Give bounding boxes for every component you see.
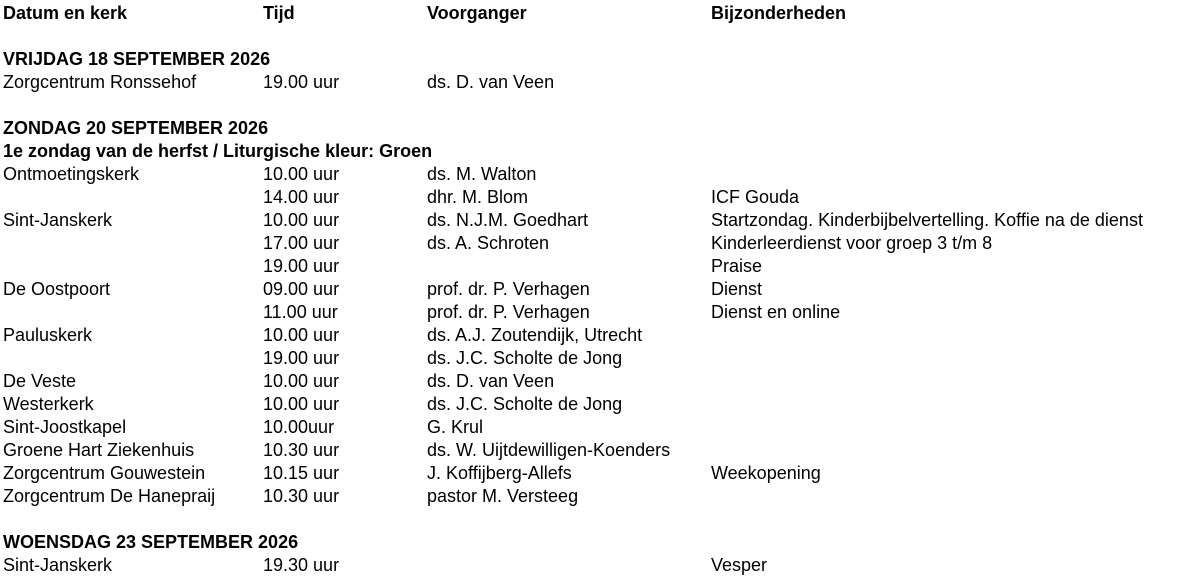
service-row [0, 393, 1192, 416]
service-time: 10.00 uur [263, 325, 340, 345]
service-row [0, 301, 1192, 324]
service-time: 10.00 uur [263, 371, 340, 391]
church-name: De Oostpoort [3, 279, 111, 299]
day-heading [0, 531, 1192, 554]
service-row [0, 186, 1192, 209]
service-time: 14.00 uur [263, 187, 340, 207]
service-time: 10.30 uur [263, 440, 340, 460]
church-name: De Veste [3, 371, 77, 391]
header-time: Tijd [263, 3, 295, 23]
preacher-name: ds. A. Schroten [427, 233, 550, 253]
service-time: 10.00 uur [263, 210, 340, 230]
service-details: Startzondag. Kinderbijbelvertelling. Koffie na de dienst [711, 210, 1143, 230]
day-subheading [0, 140, 1192, 163]
preacher-name: ds. M. Walton [427, 164, 537, 184]
service-details: Vesper [711, 555, 768, 575]
preacher-name: prof. dr. P. Verhagen [427, 279, 590, 299]
day-heading [0, 48, 1192, 71]
service-time: 17.00 uur [263, 233, 340, 253]
service-row [0, 255, 1192, 278]
service-details: Dienst [711, 279, 763, 299]
day-subheading-text: 1e zondag van de herfst / Liturgische kleur: Groen [3, 141, 433, 161]
preacher-name: ds. D. van Veen [427, 371, 555, 391]
church-name: Pauluskerk [3, 325, 93, 345]
preacher-name: ds. J.C. Scholte de Jong [427, 348, 623, 368]
service-time: 10.00 uur [263, 164, 340, 184]
preacher-name: ds. W. Uijtdewilligen-Koenders [427, 440, 671, 460]
service-row [0, 209, 1192, 232]
preacher-name: G. Krul [427, 417, 484, 437]
preacher-name: J. Koffijberg-Allefs [427, 463, 572, 483]
day-heading-text: WOENSDAG 23 SEPTEMBER 2026 [3, 532, 299, 552]
service-row [0, 232, 1192, 255]
preacher-name: ds. D. van Veen [427, 72, 555, 92]
church-name: Sint-Janskerk [3, 555, 113, 575]
service-details: Kinderleerdienst voor groep 3 t/m 8 [711, 233, 993, 253]
service-time: 19.30 uur [263, 555, 340, 575]
service-row [0, 554, 1192, 577]
day-heading [0, 117, 1192, 140]
church-name: Ontmoetingskerk [3, 164, 140, 184]
church-name: Zorgcentrum De Hanepraij [3, 486, 216, 506]
church-name: Zorgcentrum Gouwestein [3, 463, 206, 483]
header-date-church: Datum en kerk [3, 3, 128, 23]
day-heading-text: VRIJDAG 18 SEPTEMBER 2026 [3, 49, 271, 69]
service-time: 19.00 uur [263, 348, 340, 368]
service-row [0, 462, 1192, 485]
service-row [0, 324, 1192, 347]
header-preacher: Voorganger [427, 3, 527, 23]
preacher-name: pastor M. Versteeg [427, 486, 579, 506]
service-row [0, 278, 1192, 301]
service-row [0, 416, 1192, 439]
header-details: Bijzonderheden [711, 3, 847, 23]
preacher-name: ds. N.J.M. Goedhart [427, 210, 589, 230]
service-time: 09.00 uur [263, 279, 340, 299]
service-row [0, 485, 1192, 508]
service-time: 10.30 uur [263, 486, 340, 506]
service-details: Weekopening [711, 463, 821, 483]
service-row [0, 163, 1192, 186]
service-row [0, 370, 1192, 393]
service-time: 19.00 uur [263, 256, 340, 276]
service-time: 10.00 uur [263, 394, 340, 414]
service-time: 19.00 uur [263, 72, 340, 92]
day-heading-text: ZONDAG 20 SEPTEMBER 2026 [3, 118, 269, 138]
service-row [0, 347, 1192, 370]
service-details: Praise [711, 256, 763, 276]
church-name: Sint-Joostkapel [3, 417, 127, 437]
service-row [0, 71, 1192, 94]
service-time: 10.00uur [263, 417, 335, 437]
church-name: Sint-Janskerk [3, 210, 113, 230]
service-row [0, 439, 1192, 462]
preacher-name: dhr. M. Blom [427, 187, 529, 207]
service-details: ICF Gouda [711, 187, 800, 207]
service-details: Dienst en online [711, 302, 841, 322]
preacher-name: prof. dr. P. Verhagen [427, 302, 590, 322]
preacher-name: ds. J.C. Scholte de Jong [427, 394, 623, 414]
church-name: Westerkerk [3, 394, 94, 414]
church-name: Zorgcentrum Ronssehof [3, 72, 197, 92]
service-time: 11.00 uur [263, 302, 338, 322]
column-header-row [0, 2, 1192, 25]
service-time: 10.15 uur [263, 463, 340, 483]
preacher-name: ds. A.J. Zoutendijk, Utrecht [427, 325, 643, 345]
church-name: Groene Hart Ziekenhuis [3, 440, 195, 460]
